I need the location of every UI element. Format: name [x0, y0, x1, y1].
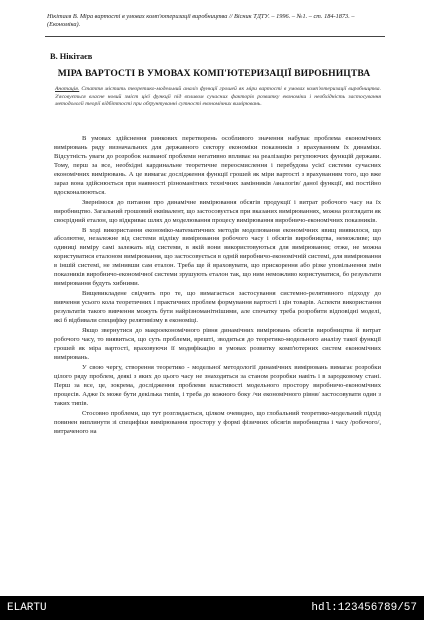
- paragraph: Стосовно проблеми, що тут розглядається, цілком очевидно, що глобальний теоретико-модельний підхід повинен виплинути зі специфіки вимірювання простору у формі фізичних обсягів виробництва і часу /робочого/, витраченого на: [54, 409, 381, 435]
- repository-footer: [0, 596, 424, 620]
- paragraph: Звернімося до питання про динамічне вимірювання обсягів продукції і витрат робочого часу на їх виробництво. Загальний грошовий еквівалент, що застосовується при вказаних вимірюваннях, можна розглядати як своєрідний еталон, що відкриває шлях до моделювання процесу вимірювання виробничо-економічних показників.: [54, 198, 381, 224]
- repository-name: ELARTU: [7, 602, 47, 614]
- header-rule: [45, 36, 385, 37]
- paragraph: В умовах здійснення ринкових перетворень особливого значення набуває проблема економічних вимірювань ряду визначальних для державного сектору економіки показників з врахуванням їх динаміки. Відсутність уваги до розробок названої проблеми негативно впливає на реалізацію регулюючих функцій держави. Тому, перш за все, необхідні кардинальне теоретичне переосмислення і перебудова усієї системи сучасних економічних вимірювань. А це вимагає дослідження функції грошей як міри вартості з врахуванням того, що вже зараз вона здійснюється при наявності різноманітних технічних замінників /аналогів/ даної функції, які постійно вдосконалюються.: [54, 135, 381, 196]
- handle-identifier: hdl:123456789/57: [311, 602, 417, 614]
- abstract-text: Стаття містить теоретико-модельний аналіз функції грошей як міри вартості в умовах комп'ютеризації виробництва. З'ясовується власне новий зміст цієї функції під впливом сучасних факторів розвитку економіки і необхідність застосування методології теорії відбіттості при обґрунтуванні сутності економічних вимірювань.: [55, 86, 381, 108]
- abstract-label: Анотація.: [55, 86, 80, 92]
- paragraph: У свою чергу, створення теоретико - модельної методології динамічних вимірювань вимагає розробки цілого ряду проблем, деякі з яких до цього часу не знаходяться за станом розробки навіть і в зародковому стані. Перш за все, це, зокрема, дослідження проблеми властивості модельного простору виробничо-економічних процесів. Адже їх може бути декілька типів, і треба до кожного боку /чи економічного рівня/ застосовувати один з таких типів.: [54, 363, 381, 407]
- paragraph: В ході використання економіко-математичних методів моделювання економічних явищ виявилося, що абсолютне, незалежне від системи відліку вимірювання робочого часу і обсягів виробництва, неможливе; що одиниці виміру самі залежать від системи, в якій вони використовуються для вимірювання; отже, не можна користуватися еталоном вимірювання, що застосовується в одній виробничо-економічній системі, для вимірювання в іншій системі, не змінивши сам еталон. Треба ще й враховувати, що прискорення або різке уповільнення змін показників виробничо-економічної системи зрушують еталон так, що ним неможливо користуватися, бо результати вимірювання будуть хибними.: [54, 226, 381, 288]
- paper-title: МІРА ВАРТОСТІ В УМОВАХ КОМП'ЮТЕРИЗАЦІЇ ВИРОБНИЦТВА: [57, 68, 371, 79]
- citation-header: Нікітаєв В. Міра вартості в умовах комп'ютеризації виробництва // Вісник ТДТУ. – 1996. – №1. – ст. 184-1873. – (Економіка).: [47, 13, 355, 28]
- paragraph: Вищевикладене свідчить про те, що вимагається застосування системно-релятивного підходу до вивчення усього кола теоретичних і практичних проблем формування вартості і цін товарів. Аспекти використання результатів такого вивчення можуть бути найрізноманітнішими, але спочатку треба розробити відповідні моделі, які б відбивали специфіку релятивізму в економіці.: [54, 290, 381, 325]
- author-name: В. Нікітаєв: [50, 52, 93, 61]
- body-text: [54, 135, 381, 437]
- abstract: [55, 86, 381, 109]
- paragraph: Якщо звернутися до макроекономічного рівня динамічних вимірювань обсягів виробництва й витрат робочого часу, то виявиться, що суть проблеми, врешті, зводиться до теоретико-модельного аналізу такої функції грошей як міра вартості, враховуючи її модифікацію в умовах розвитку комп'ютерних систем економічних вимірювань.: [54, 327, 381, 361]
